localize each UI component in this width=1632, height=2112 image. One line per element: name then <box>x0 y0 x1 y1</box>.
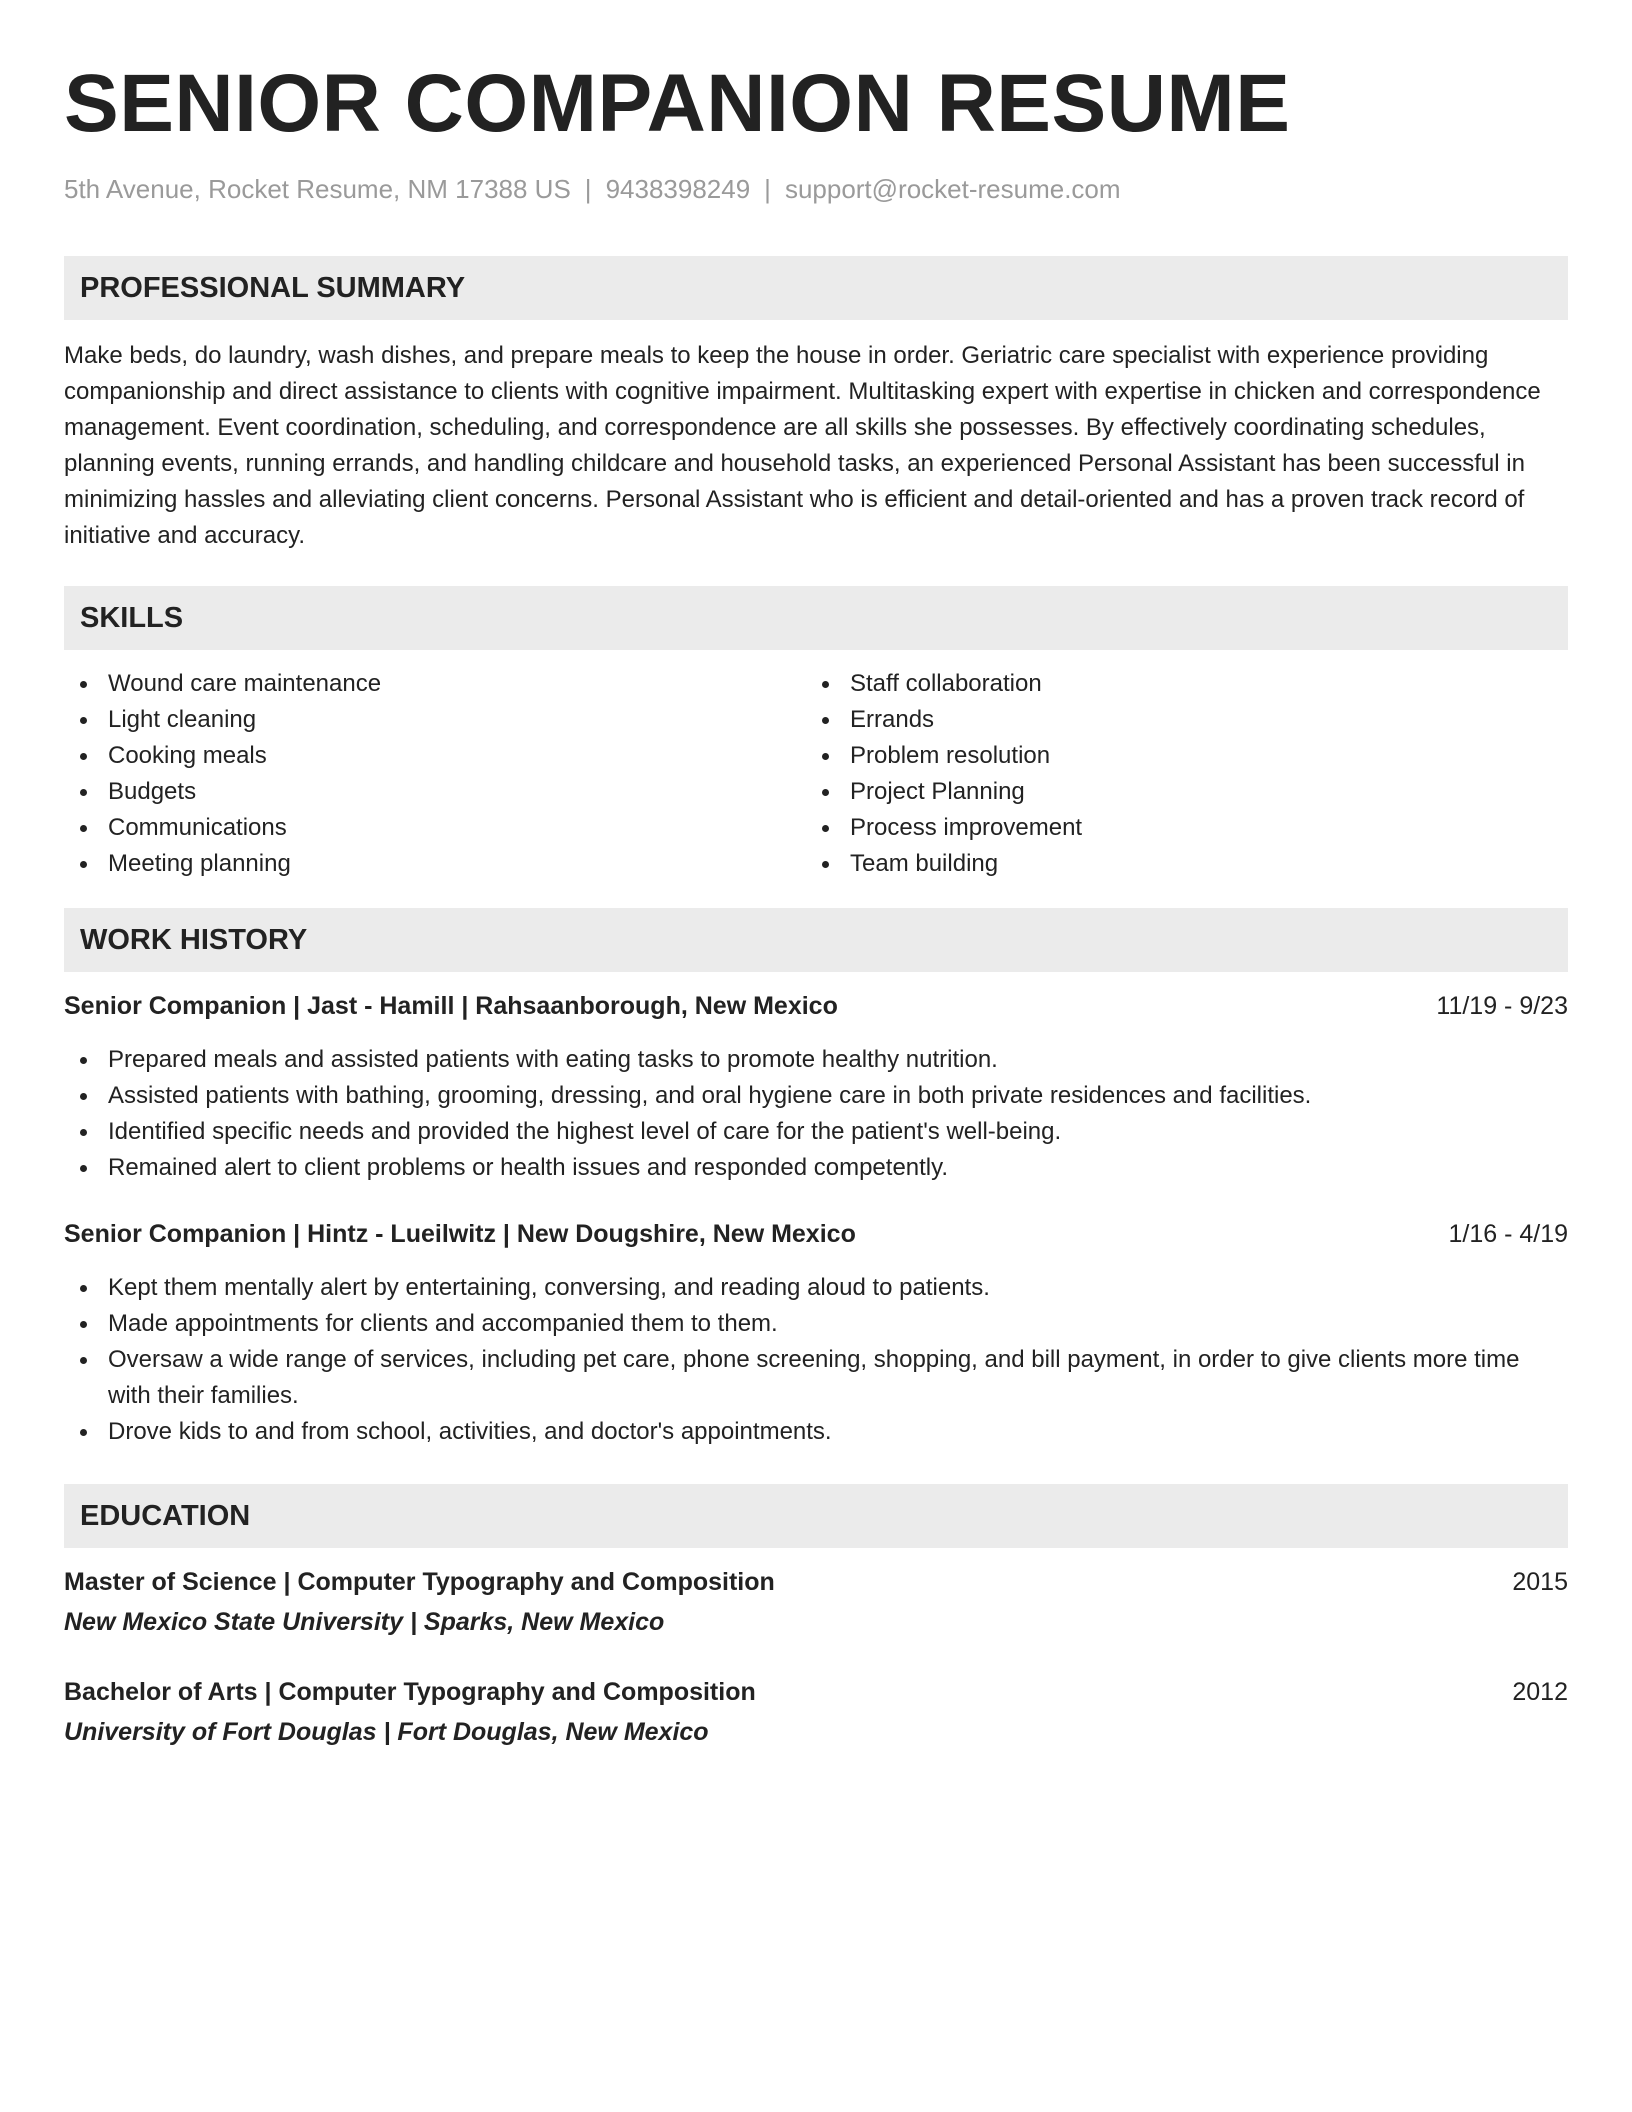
section-heading-skills: SKILLS <box>64 586 1568 650</box>
phone-text: 9438398249 <box>605 174 751 204</box>
job-bullet: Drove kids to and from school, activities, and doctor's appointments. <box>64 1414 1568 1450</box>
skill-item: Team building <box>806 846 1548 882</box>
email-text: support@rocket-resume.com <box>784 174 1121 204</box>
address-text: 5th Avenue, Rocket Resume, NM 17388 US <box>64 174 571 204</box>
contact-separator: | <box>584 174 592 204</box>
job-header <box>64 1216 1568 1252</box>
resume-title: SENIOR COMPANION RESUME <box>64 58 1291 149</box>
skill-item: Project Planning <box>806 774 1548 810</box>
job-bullet: Kept them mentally alert by entertaining, conversing, and reading aloud to patients. <box>64 1270 1568 1306</box>
section-heading-work-history: WORK HISTORY <box>64 908 1568 972</box>
degree-title: Bachelor of Arts | Computer Typography and Composition <box>64 1678 756 1706</box>
skill-item: Staff collaboration <box>806 666 1548 702</box>
job-title: Senior Companion | Jast - Hamill | Rahsaanborough, New Mexico <box>64 992 838 1020</box>
education-header <box>64 1564 1568 1600</box>
job-header <box>64 988 1568 1024</box>
degree-title: Master of Science | Computer Typography and Composition <box>64 1568 775 1596</box>
skill-item: Process improvement <box>806 810 1548 846</box>
skills-list <box>64 666 1568 882</box>
summary-paragraph: Make beds, do laundry, wash dishes, and prepare meals to keep the house in order. Geriatric care specialist with experience providing companionship and direct assistance to clients with cognitive impairment. Multitasking expert with expertise in chicken and correspondence management. Event coordination, scheduling, and correspondence are all skills she possesses. By effectively coordinating schedules, planning events, running errands, and handling childcare and household tasks, an experienced Personal Assistant has been successful in minimizing hassles and alleviating client concerns. Personal Assistant who is efficient and detail-oriented and has a proven track record of initiative and accuracy. <box>64 342 1541 549</box>
contact-separator: | <box>764 174 771 204</box>
education-header <box>64 1674 1568 1710</box>
education-year: 2012 <box>1512 1678 1568 1706</box>
job-bullet: Made appointments for clients and accompanied them to them. <box>64 1306 1568 1342</box>
skill-item: Budgets <box>64 774 806 810</box>
skill-item: Problem resolution <box>806 738 1548 774</box>
skill-item: Cooking meals <box>64 738 806 774</box>
section-heading-education: EDUCATION <box>64 1484 1568 1548</box>
job-bullet: Assisted patients with bathing, grooming, dressing, and oral hygiene care in both private residences and facilities. <box>64 1078 1568 1114</box>
skills-column-left <box>64 666 806 882</box>
skill-item: Errands <box>806 702 1548 738</box>
job-bullet: Oversaw a wide range of services, including pet care, phone screening, shopping, and bill payment, in order to give clients more time with their families. <box>64 1342 1568 1414</box>
section-heading-summary: PROFESSIONAL SUMMARY <box>64 256 1568 320</box>
skill-item: Communications <box>64 810 806 846</box>
job-dates: 1/16 - 4/19 <box>1448 1220 1568 1248</box>
job-dates: 11/19 - 9/23 <box>1436 992 1568 1020</box>
job-bullets <box>64 1270 1568 1450</box>
skill-item: Wound care maintenance <box>64 666 806 702</box>
job-title: Senior Companion | Hintz - Lueilwitz | New Dougshire, New Mexico <box>64 1220 856 1248</box>
job-bullet: Remained alert to client problems or health issues and responded competently. <box>64 1150 1568 1186</box>
school-name: New Mexico State University | Sparks, New Mexico <box>64 1608 665 1636</box>
job-bullet: Prepared meals and assisted patients with eating tasks to promote healthy nutrition. <box>64 1042 1568 1078</box>
school-name: University of Fort Douglas | Fort Douglas, New Mexico <box>64 1718 709 1746</box>
job-bullets <box>64 1042 1568 1186</box>
job-bullet: Identified specific needs and provided the highest level of care for the patient's well-being. <box>64 1114 1568 1150</box>
skills-column-right <box>806 666 1548 882</box>
skill-item: Light cleaning <box>64 702 806 738</box>
resume-page <box>64 0 1568 1750</box>
education-year: 2015 <box>1512 1568 1568 1596</box>
contact-line <box>64 172 1568 206</box>
skill-item: Meeting planning <box>64 846 806 882</box>
